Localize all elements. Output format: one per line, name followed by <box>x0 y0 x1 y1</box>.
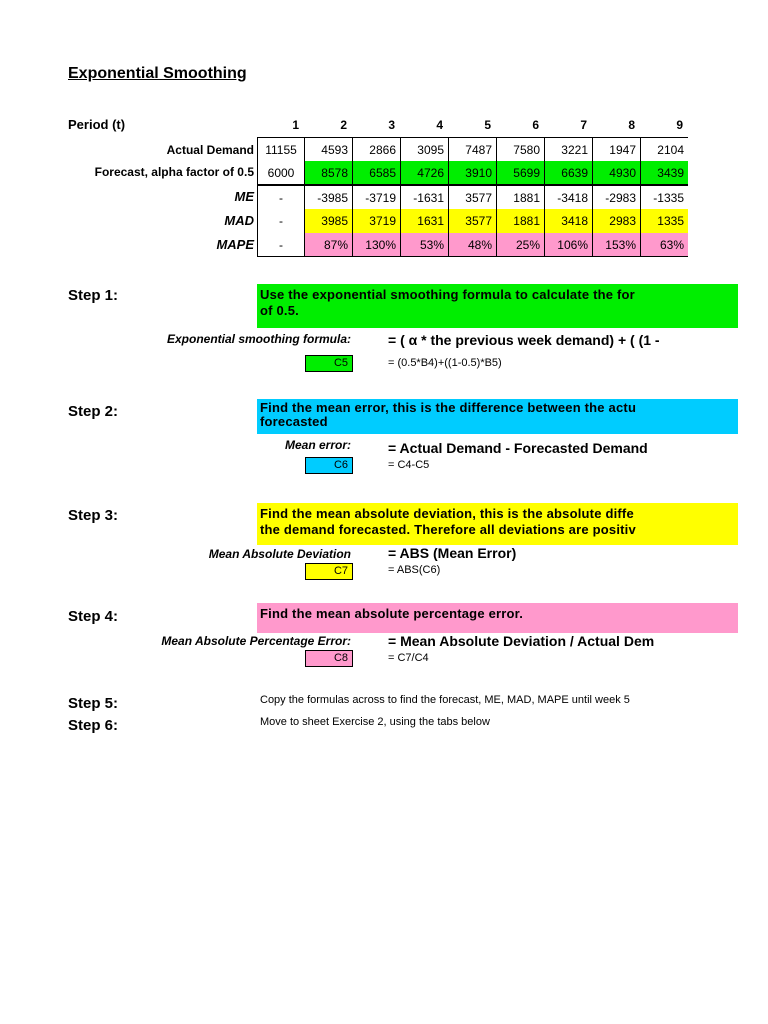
table-cell[interactable]: 3095 <box>401 137 449 161</box>
table-cell[interactable]: -1631 <box>401 185 449 209</box>
step-1-cell-ref[interactable]: C5 <box>305 355 353 372</box>
page-title: Exponential Smoothing <box>68 65 247 82</box>
step-3-formula-label: Mean Absolute Deviation <box>208 547 351 561</box>
step-5-label: Step 5: <box>68 695 119 712</box>
table-cell[interactable]: 1335 <box>641 209 688 233</box>
step-2-formula-text: = Actual Demand - Forecasted Demand <box>388 440 648 456</box>
table-cell[interactable]: 7487 <box>449 137 497 161</box>
step-4-banner-line1: Find the mean absolute percentage error. <box>260 606 524 621</box>
table-cell[interactable]: 6639 <box>545 161 593 185</box>
table-cell[interactable]: -3985 <box>305 185 353 209</box>
step-1-excel-formula: = (0.5*B4)+((1-0.5)*B5) <box>388 357 502 369</box>
step-2-excel-formula: = C4-C5 <box>388 459 430 471</box>
table-cell[interactable]: 25% <box>497 233 545 257</box>
table-cell[interactable]: 7580 <box>497 137 545 161</box>
row-label: MAD <box>224 213 254 228</box>
table-cell[interactable]: 63% <box>641 233 688 257</box>
table-cell[interactable]: - <box>257 185 305 209</box>
table-cell[interactable]: - <box>257 209 305 233</box>
step-4-banner <box>257 603 738 633</box>
step-2-formula-label: Mean error: <box>284 438 351 452</box>
step-2-cell-ref[interactable]: C6 <box>305 457 353 474</box>
table-cell[interactable]: 3910 <box>449 161 497 185</box>
table-cell[interactable]: -3418 <box>545 185 593 209</box>
period-number: 1 <box>292 118 299 132</box>
table-cell[interactable]: 87% <box>305 233 353 257</box>
step-3-banner <box>257 503 738 545</box>
step-6-text: Move to sheet Exercise 2, using the tabs below <box>260 716 490 728</box>
table-cell[interactable]: 3719 <box>353 209 401 233</box>
period-number: 9 <box>676 118 683 132</box>
step-1-banner-line2: of 0.5. <box>260 303 299 318</box>
step-1-banner <box>257 284 738 328</box>
period-number: 3 <box>388 118 395 132</box>
step-1-formula-text: = ( α * the previous week demand) + ( (1 - <box>388 332 660 348</box>
table-cell[interactable]: - <box>257 233 305 257</box>
table-cell[interactable]: 6000 <box>257 161 305 185</box>
step-2-banner-line1: Find the mean error, this is the difference between the actu <box>260 400 637 415</box>
table-cell[interactable]: 3439 <box>641 161 688 185</box>
period-number: 2 <box>340 118 347 132</box>
table-cell[interactable]: 3221 <box>545 137 593 161</box>
period-number: 4 <box>436 118 443 132</box>
step-1-label: Step 1: <box>68 287 119 304</box>
table-cell[interactable]: 106% <box>545 233 593 257</box>
period-label: Period (t) <box>68 117 126 132</box>
step-4-formula-text: = Mean Absolute Deviation / Actual Dem <box>388 633 655 649</box>
table-cell[interactable]: 3418 <box>545 209 593 233</box>
period-number: 5 <box>484 118 491 132</box>
step-2-banner-line2: forecasted <box>260 414 328 429</box>
table-cell[interactable]: 8578 <box>305 161 353 185</box>
step-3-banner-line2: the demand forecasted. Therefore all deviations are positiv <box>260 522 636 537</box>
table-cell[interactable]: 5699 <box>497 161 545 185</box>
step-4-excel-formula: = C7/C4 <box>388 652 429 664</box>
table-cell[interactable]: 53% <box>401 233 449 257</box>
table-cell[interactable]: 3577 <box>449 185 497 209</box>
table-cell[interactable]: 130% <box>353 233 401 257</box>
table-cell[interactable]: 3577 <box>449 209 497 233</box>
step-5-text: Copy the formulas across to find the forecast, ME, MAD, MAPE until week 5 <box>260 694 630 706</box>
step-1-formula-label: Exponential smoothing formula: <box>166 332 351 346</box>
step-6-label: Step 6: <box>68 717 119 734</box>
table-cell[interactable]: 6585 <box>353 161 401 185</box>
row-label: Forecast, alpha factor of 0.5 <box>94 165 254 179</box>
step-3-cell-ref[interactable]: C7 <box>305 563 353 580</box>
row-label: Actual Demand <box>166 143 254 157</box>
step-2-banner <box>257 399 738 434</box>
row-label: MAPE <box>216 237 254 252</box>
table-cell[interactable]: 2983 <box>593 209 641 233</box>
table-cell[interactable]: 48% <box>449 233 497 257</box>
table-cell[interactable]: 1881 <box>497 209 545 233</box>
step-4-label: Step 4: <box>68 608 119 625</box>
table-cell[interactable]: 1631 <box>401 209 449 233</box>
step-3-formula-text: = ABS (Mean Error) <box>388 545 517 561</box>
table-cell[interactable]: 2104 <box>641 137 688 161</box>
table-cell[interactable]: 3985 <box>305 209 353 233</box>
table-cell[interactable]: 1881 <box>497 185 545 209</box>
step-4-cell-ref[interactable]: C8 <box>305 650 353 667</box>
table-cell[interactable]: -1335 <box>641 185 688 209</box>
table-cell[interactable]: 2866 <box>353 137 401 161</box>
step-1-banner-line1: Use the exponential smoothing formula to calculate the for <box>260 287 635 302</box>
table-cell[interactable]: 11155 <box>257 137 305 161</box>
step-2-label: Step 2: <box>68 403 119 420</box>
step-3-excel-formula: = ABS(C6) <box>388 564 441 576</box>
period-number: 8 <box>628 118 635 132</box>
step-4-formula-label: Mean Absolute Percentage Error: <box>161 634 351 648</box>
period-number: 6 <box>532 118 539 132</box>
table-cell[interactable]: 153% <box>593 233 641 257</box>
table-cell[interactable]: -2983 <box>593 185 641 209</box>
table-cell[interactable]: 1947 <box>593 137 641 161</box>
table-cell[interactable]: -3719 <box>353 185 401 209</box>
table-cell[interactable]: 4930 <box>593 161 641 185</box>
step-3-label: Step 3: <box>68 507 119 524</box>
row-label: ME <box>234 189 254 204</box>
table-cell[interactable]: 4593 <box>305 137 353 161</box>
period-number: 7 <box>580 118 587 132</box>
table-cell[interactable]: 4726 <box>401 161 449 185</box>
step-3-banner-line1: Find the mean absolute deviation, this is the absolute diffe <box>260 506 634 521</box>
